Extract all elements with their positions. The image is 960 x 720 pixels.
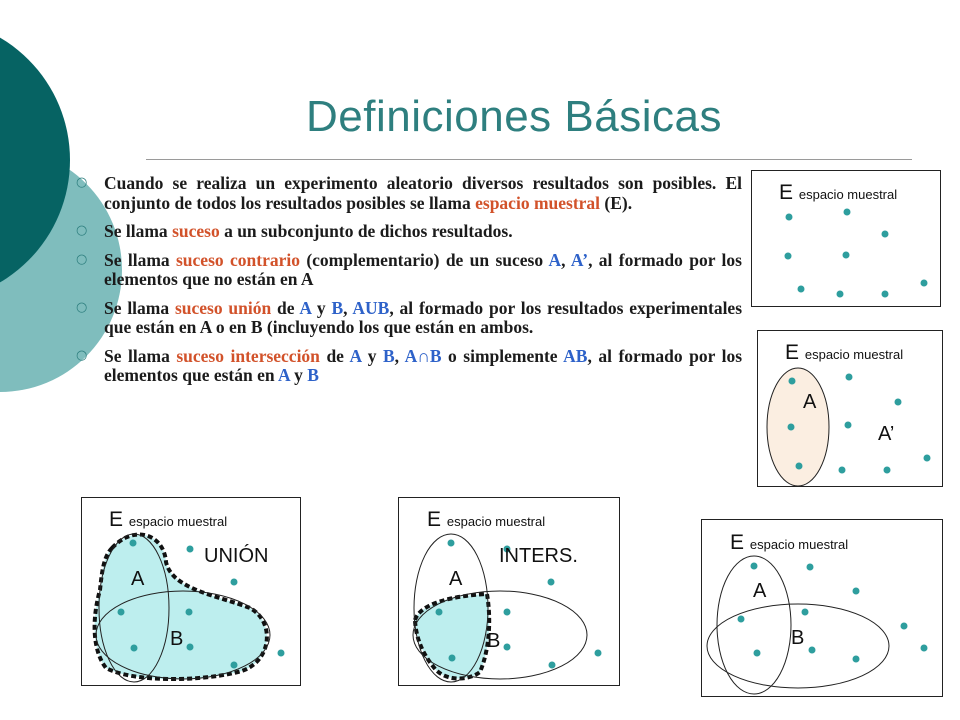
bullet-text: o simplemente bbox=[441, 345, 564, 366]
highlight-term: suceso intersección bbox=[176, 345, 320, 366]
bullet-text: (E). bbox=[600, 192, 633, 213]
sample-point bbox=[901, 623, 908, 630]
intersection-set-b-label: B bbox=[487, 630, 501, 652]
bullet-marker-icon: ○ bbox=[76, 223, 88, 238]
plain-venn-letter: E bbox=[730, 531, 745, 554]
bullet-text: , al formado por los elementos que no están en A bbox=[104, 249, 742, 289]
intersection-tag: INTERS. bbox=[499, 545, 578, 567]
bullet-text: Se llama bbox=[104, 221, 173, 241]
sample-point bbox=[738, 616, 745, 623]
highlight-term: suceso unión bbox=[174, 297, 272, 318]
page-title: Definiciones Básicas bbox=[306, 92, 722, 141]
set-reference: A bbox=[349, 345, 362, 366]
set-reference: B bbox=[307, 365, 319, 385]
bullet-text: y bbox=[311, 297, 332, 318]
plain-venn-caption: espacio muestral bbox=[749, 537, 849, 552]
highlight-term: suceso bbox=[172, 221, 220, 241]
complement-letter: E bbox=[785, 341, 800, 364]
bullet-text: de bbox=[271, 297, 300, 318]
sample-point bbox=[921, 645, 928, 652]
highlight-term: suceso contrario bbox=[176, 249, 300, 270]
bullet-text: , bbox=[343, 297, 353, 318]
bullet-marker-icon: ○ bbox=[76, 299, 88, 315]
sample-point bbox=[853, 588, 860, 595]
sample-space-caption: espacio muestral bbox=[798, 187, 898, 202]
intersection-set-a-label: A bbox=[449, 568, 463, 590]
set-reference: A bbox=[278, 365, 290, 385]
union-caption: espacio muestral bbox=[128, 514, 228, 529]
sample-point bbox=[807, 564, 814, 571]
intersection-caption: espacio muestral bbox=[446, 514, 546, 529]
bullet-text: Cuando se realiza un experimento aleatorio diversos resultados son posibles. El conjunto de todos los resultados posibles se llama bbox=[104, 173, 742, 213]
set-reference: A’ bbox=[570, 249, 589, 270]
union-tag: UNIÓN bbox=[204, 545, 269, 567]
bullet-text: , al formado por los elementos que están en bbox=[104, 345, 743, 385]
intersection-letter: E bbox=[427, 508, 442, 531]
bullet-marker-icon: ○ bbox=[76, 175, 88, 190]
complement-set-a-prime-label: A’ bbox=[878, 423, 895, 445]
complement-caption: espacio muestral bbox=[804, 347, 904, 362]
bullet-text: , al formado por los resultados experimentales que están en A o en B (incluyendo los que están en ambos. bbox=[104, 297, 743, 337]
plain-set-b-label: B bbox=[791, 627, 805, 649]
set-reference: A bbox=[548, 249, 562, 270]
union-letter: E bbox=[109, 508, 124, 531]
bullet-marker-icon: ○ bbox=[76, 251, 88, 267]
sample-space-letter: E bbox=[779, 181, 794, 204]
bullet-text: a un subconjunto de dichos resultados. bbox=[219, 221, 513, 241]
bullet-text: y bbox=[361, 345, 383, 366]
sample-point bbox=[802, 609, 809, 616]
bullet-text: Se llama bbox=[104, 345, 177, 366]
bullet-text: y bbox=[289, 365, 308, 385]
set-reference: AB bbox=[563, 345, 588, 366]
bullet-text: , bbox=[394, 345, 405, 366]
set-reference: B bbox=[382, 345, 395, 366]
bullet-text: de bbox=[319, 345, 350, 366]
highlight-term: espacio muestral bbox=[475, 192, 601, 213]
sample-point bbox=[853, 656, 860, 663]
set-reference: AUB bbox=[352, 297, 390, 318]
set-reference: A bbox=[299, 297, 312, 318]
set-reference: A∩B bbox=[404, 345, 442, 366]
bullet-text: , bbox=[561, 249, 571, 270]
union-set-b-label: B bbox=[170, 628, 184, 650]
set-reference: B bbox=[331, 297, 344, 318]
sample-point bbox=[751, 563, 758, 570]
bullet-text: (complementario) de un suceso bbox=[299, 249, 549, 270]
bullet-marker-icon: ○ bbox=[76, 347, 88, 363]
complement-set-a-label: A bbox=[803, 391, 817, 413]
bullet-text: Se llama bbox=[104, 297, 175, 318]
plain-set-a-label: A bbox=[753, 580, 767, 602]
union-set-a-label: A bbox=[131, 568, 145, 590]
sample-point bbox=[754, 650, 761, 657]
bullet-text: Se llama bbox=[104, 249, 176, 270]
sample-point bbox=[809, 647, 816, 654]
